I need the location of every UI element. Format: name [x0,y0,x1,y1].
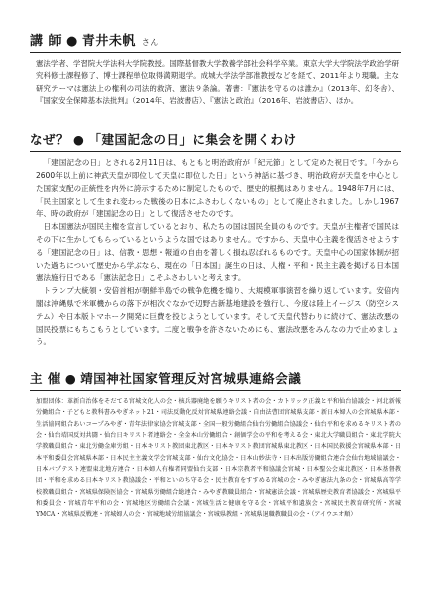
lecturer-label: 講 師 [30,34,63,49]
why-paragraph: トランプ大統領・安倍首相が朝鮮半島での戦争危機を煽り、大規模軍事演習を繰り返しています。安倍内閣は沖縄県で米軍機からの落下が相次ぐなかで辺野古新基地建設を強行し、今度は陸上イージス（防空システム）や日本版トマホーク開発に巨費を投じようとしています。そして天皇代替わりに続けて、憲法改悪の国民投票にもちこもうとしています。二度と戦争を許さないためにも、憲法改悪をみんなの力で止めましょう。 [36,286,399,347]
lecturer-bio: 憲法学者、学習院大学法科大学院教授。国際基督教大学教養学部社会科学卒業。東京大学大学院法学政治学研究科修士課程修了、博士課程単位取得満期退学。成城大学法学部准教授などを経て、2011年より現職。主な研究テーマは憲法上の権利の司法的救済、憲法９条論。著書：『憲法を守るのは誰か』（2013年、幻冬舎）、『国家安全保障基本法批判』（2014年、岩波書店）、『憲法と政治』（2016年、岩波書店）、ほか。 [36,59,399,105]
bullet-icon: ● [66,34,78,49]
section-divider [30,52,401,53]
lecturer-name: 青井未帆 [81,34,136,49]
why-body [36,157,399,349]
why-section [30,130,401,349]
section-divider [30,151,401,152]
lecturer-section [30,30,401,107]
why-header [30,130,401,148]
host-header [30,369,401,387]
section-divider [30,390,401,391]
why-paragraph: 日本国憲法が国民主権を宣言しているとおり、私たちの国は国民全員のものです。天皇が主権者で国民はその下に生かしてもらっているというような国ではありません。ですから、天皇中心主義を復活させようする「建国記念の日」は、信教・思想・報道の自由を著しく損ね忍ばれるものです。天皇中心の国家体制が招いた過ちについて歴史から学ぶなら、現在の「日本国」誕生の日は、人権・平和・民主主義を掲げる日本国憲法施行日である「憲法記念日」こそふさわしいと考えます。 [36,222,399,283]
why-title: 「建国記念の日」に集会を開くわけ [88,132,297,148]
host-name: 靖国神社国家管理反対宮城県連絡会議 [80,371,302,387]
host-label: 主 催 [30,371,61,387]
lecturer-honorific: さん [141,38,159,47]
bullet-icon: ● [64,371,77,387]
why-paragraph: 「建国記念の日」とされる2月11日は、もともと明治政府が「紀元節」として定めた祝日です。「今から2600年以上前に神武天皇が即位して天皇に即位した日」という神話に基づき、明治政府が天皇を中心とした国家支配の正統性を内外に誇示するために制定したもので、歴史的根拠はありません。1948年7月には、「民主国家として生まれ変わった戦後の日本にふさわしくないもの」として廃止されました。しかし1967年、時の政府が「建国記念の日」として復活させたのです。 [36,158,399,219]
lecturer-header [30,30,401,49]
why-prefix: なぜ？ [30,132,70,148]
member-organizations: 加盟団体：革新自治体をそだてる宮城文化人の会・核兵器廃絶を願うキリスト者の会・カトリック正義と平和仙台協議会・河北新報労働組合・子どもと教科書みやぎネット21・司法反動化反対宮城県連絡会議・自由法曹団宮城県支部・新日本婦人の会宮城県本部・生活協同組合あいコープみやぎ・青年法律家協会宮城支部・全国一般労働組合仙台労働組合協議会・仙台平和を求めるキリスト者の会・仙台靖国反対共闘・仙台日キリスト者連絡会・全金本山労働組合・創価学会の平和を考える会・東北大学職員組合・東北学院大学教職員組合・東北労働金庫労組・日本キリスト教団東北教区・日本キリスト教団宮城県東北教区・日本国民救援会宮城県本部・日本平和委員会宮城県本部・日本民主主義文学会宮城支部・仙台文化協会・日本山妙法寺・日本出版労働組合連合会仙台地域協議会・日本バプテスト連盟東北地方連合・日本婦人有権者同盟仙台支部・日本宗教者平和協議会宮城・日本聖公会東北教区・日本基督教団・平和を求める日本キリスト教協議会・平和といのち守る会・民主教育をすすめる宮城の会・みやぎ憲法九条の会・宮城県高等学校教職員組合・宮城県保険医協会・宮城県労働組合総連合・みやぎ教職員組合・宮城憲法会議・宮城県歴史教育者協議会・宮城県平和委員会・宮城青年平和の会・宮城地区労働組合会議・宮城生活と健康を守る会・宮城平和遺族会・宮城民主教育研究所・宮城YMCA・宮城県反戦連・宮城婦人の会・宮城地域労組協議会・宮城県教組・宮城県退職教職員の会・（アイウエオ順） [36,398,401,519]
host-section [30,369,401,520]
bullet-icon: ● [73,132,85,148]
